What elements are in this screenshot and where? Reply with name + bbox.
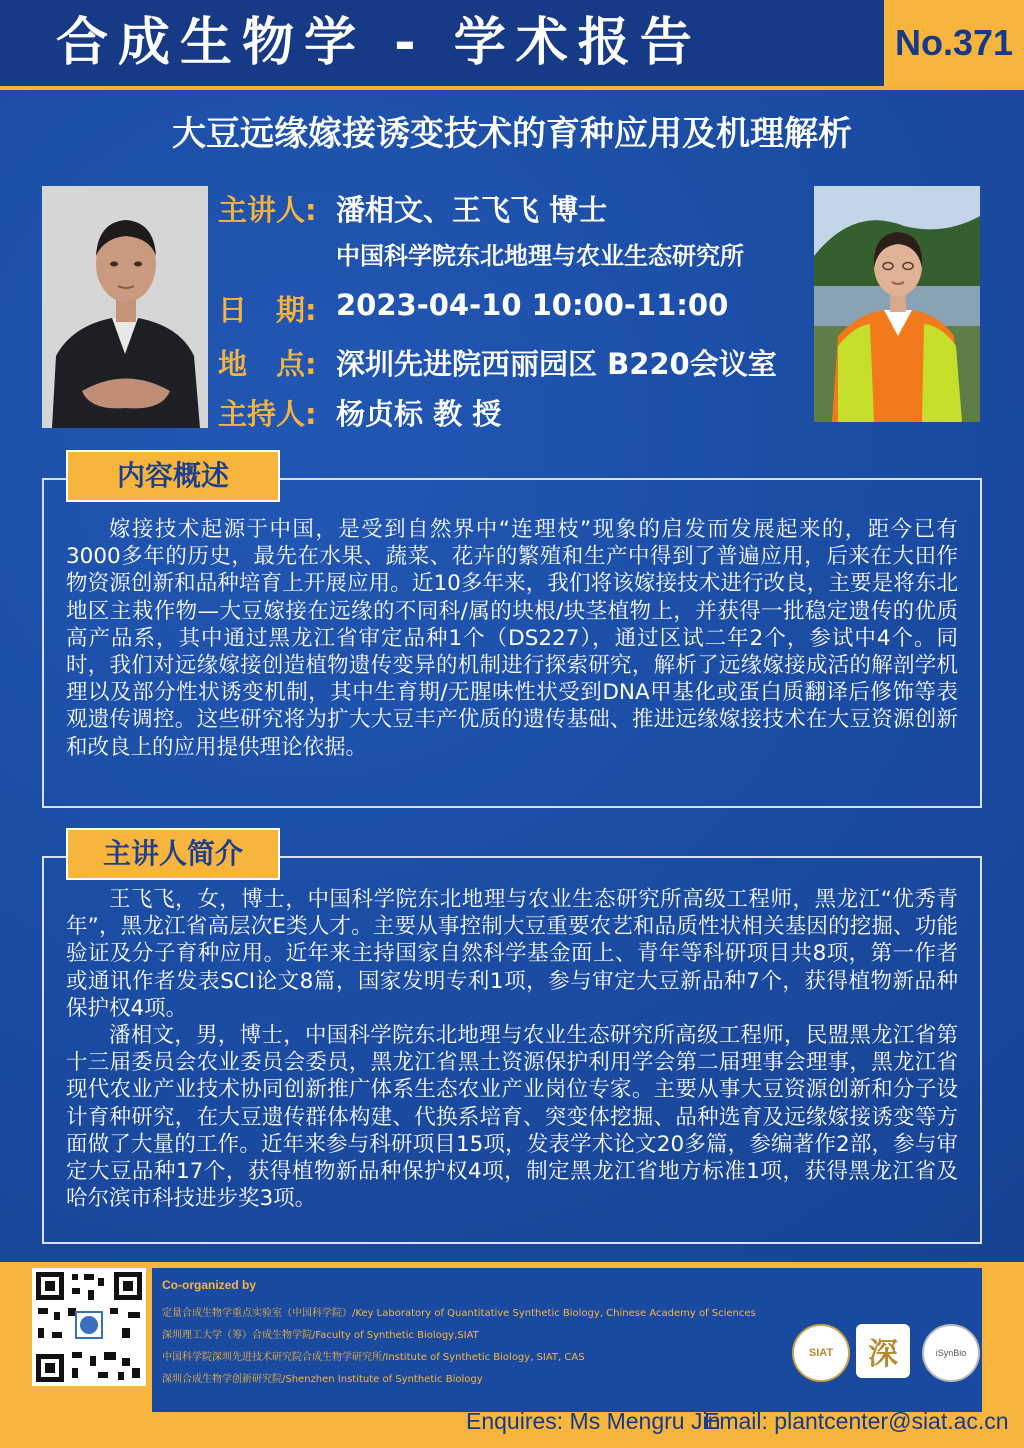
email-contact[interactable]: Email: plantcenter@siat.ac.cn (704, 1408, 1009, 1434)
bio-panel (42, 856, 982, 1244)
enquiries-contact: Enquires: Ms Mengru Jin (466, 1408, 721, 1434)
siat-logo-text: SIAT (808, 1347, 834, 1359)
coorganized-label: Co-organized by (162, 1278, 257, 1292)
isynbio-logo (922, 1324, 980, 1382)
issue-number: No.371 (894, 22, 1014, 63)
bio-paragraph-pan: 潘相文，男，博士，中国科学院东北地理与农业生态研究所高级工程师，民盟黑龙江省第十三届委员会农业委员会委员，黑龙江省黑土资源保护利用学会第二届理事会理事，黑龙江省现代农业产业技术协同创新推广体系生态农业产业岗位专家。主要从事大豆资源创新和分子设计育种研究，在大豆遗传群体构建、代换系培育、突变体挖掘、品种选育及远缘嫁接诱变等方面做了大量的工作。近年来参与科研项目15项，发表学术论文20多篇，参编著作2部，参与审定大豆品种17个，获得植物新品种保护权4项，制定黑龙江省地方标准1项，获得黑龙江省及哈尔滨市科技进步奖3项。 (66, 1023, 958, 1212)
summary-tab: 内容概述 (66, 450, 280, 502)
summary-text (66, 516, 958, 761)
speaker-photo-pan-illustration (42, 186, 208, 428)
location-value: 深圳先进院西丽园区 B220会议室 (336, 347, 777, 381)
speaker-row (218, 188, 808, 228)
footer (0, 1262, 1024, 1448)
organizer-line: 深圳合成生物学创新研究院/Shenzhen Institute of Synthetic Biology (162, 1374, 483, 1385)
speaker-photo-pan (42, 186, 208, 428)
location-label: 地 点: (218, 347, 317, 381)
speaker-photo-wang-illustration (814, 186, 980, 422)
summary-paragraph: 嫁接技术起源于中国，是受到自然界中“连理枝”现象的启发而发展起来的，距今已有3000多年的历史，最先在水果、蔬菜、花卉的繁殖和生产中得到了普遍应用，后来在大田作物资源创新和品种培育上开展应用。近10多年来，我们将该嫁接技术进行改良，主要是将东北地区主栽作物—大豆嫁接在远缘的不同科/属的块根/块茎植物上，并获得一批稳定遗传的优质高产品系，其中通过黑龙江省审定品种1个（DS227），通过区试二年2个，参试中4个。同时，我们对远缘嫁接创造植物遗传变异的机制进行探索研究，解析了远缘嫁接成活的解剖学机理以及部分性状诱变机制，其中生育期/无腥味性状受到DNA甲基化或蛋白质翻译后修饰等表观遗传调控。这些研究将为扩大大豆丰产优质的遗传基础、推进远缘嫁接技术在大豆资源创新和改良上的应用提供理论依据。 (66, 517, 958, 760)
isynbio-logo-text: iSynBio (935, 1348, 967, 1358)
date-row (218, 288, 808, 328)
organizer-line: 深圳理工大学（筹）合成生物学院/Faculty of Synthetic Biology,SIAT (162, 1330, 479, 1341)
date-label: 日 期: (218, 293, 317, 327)
speaker-photo-wang (814, 186, 980, 422)
host-label: 主持人: (218, 397, 317, 431)
coorganizers-box (152, 1268, 982, 1412)
location-row (218, 342, 808, 382)
host-row (218, 392, 808, 432)
affiliation-value: 中国科学院东北地理与农业生态研究所 (336, 242, 744, 270)
header-bar (0, 0, 1024, 90)
sustech-logo-text: 深 (868, 1337, 898, 1372)
organizer-line: 定量合成生物学重点实验室（中国科学院）/Key Laboratory of Quantitative Synthetic Biology, Chinese Academy of Sciences (162, 1308, 756, 1319)
sustech-logo (856, 1324, 910, 1378)
date-value: 2023-04-10 10:00-11:00 (336, 288, 729, 322)
siat-logo (792, 1324, 850, 1382)
speaker-value: 潘相文、王飞飞 博士 (336, 193, 608, 227)
issue-number-badge (884, 0, 1024, 86)
qr-code-graphic (32, 1268, 146, 1386)
bio-tab: 主讲人简介 (66, 828, 280, 880)
qr-code-icon[interactable] (32, 1268, 146, 1386)
series-title: 合成生物学 - 学术报告 (56, 13, 702, 73)
affiliation-row (336, 236, 806, 270)
summary-panel (42, 478, 982, 808)
bio-text (66, 886, 958, 1212)
speaker-label: 主讲人: (218, 193, 317, 227)
host-value: 杨贞标 教 授 (336, 397, 502, 431)
bio-paragraph-wang: 王飞飞，女，博士，中国科学院东北地理与农业生态研究所高级工程师，黑龙江“优秀青年”，黑龙江省高层次E类人才。主要从事控制大豆重要农艺和品质性状相关基因的挖掘、功能验证及分子育种应用。近年来主持国家自然科学基金面上、青年等科研项目共8项，第一作者或通讯作者发表SCI论文8篇，国家发明专利1项，参与审定大豆新品种7个，获得植物新品种保护权4项。 (66, 887, 958, 1021)
talk-title: 大豆远缘嫁接诱变技术的育种应用及机理解析 (172, 114, 852, 154)
organizer-line: 中国科学院深圳先进技术研究院合成生物学研究所/Institute of Synthetic Biology, SIAT, CAS (162, 1352, 585, 1363)
